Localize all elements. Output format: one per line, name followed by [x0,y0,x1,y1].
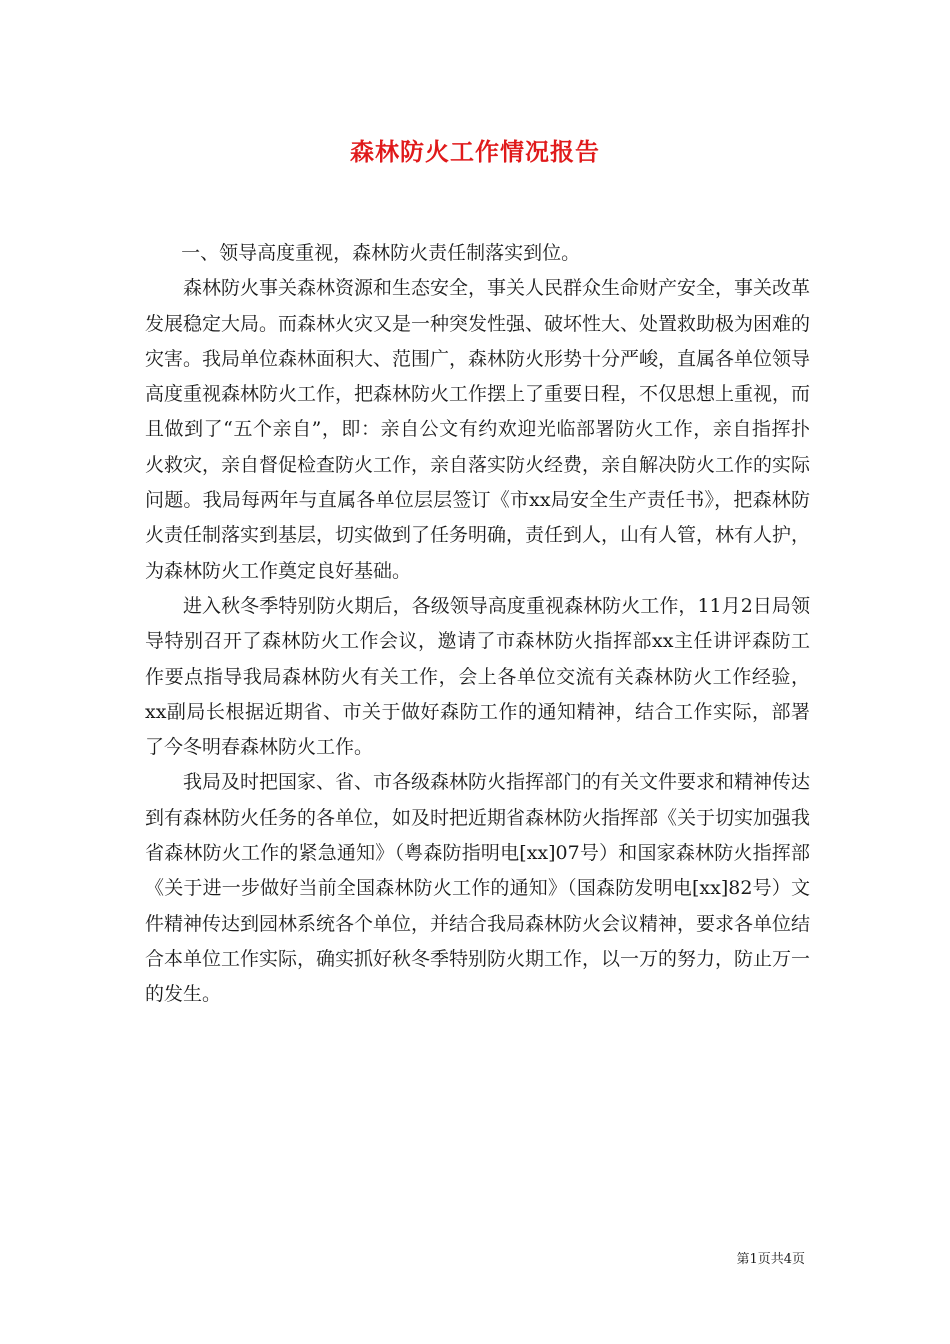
page-number-footer: 第1页共4页 [736,1252,805,1267]
page-title: 森林防火工作情况报告 [350,137,600,166]
paragraph-3: 我局及时把国家、省、市各级森林防火指挥部门的有关文件要求和精神传达到有森林防火任务的各单位，如及时把近期省森林防火指挥部《关于切实加强我省森林防火工作的紧急通知》（粤森防指明电[xx]07号）和国家森林防火指挥部《关于进一步做好当前全国森林防火工作的通知》（国森防发明电[xx]82号）文件精神传达到园林系统各个单位，并结合我局森林防火会议精神，要求各单位结合本单位工作实际，确实抓好秋冬季特别防火期工作，以一万的努力，防止万一的发生。 [145,771,811,1006]
paragraph-2: 进入秋冬季特别防火期后，各级领导高度重视森林防火工作，11月2日局领导特别召开了森林防火工作会议，邀请了市森林防火指挥部xx主任讲评森防工作要点指导我局森林防火有关工作，会上各单位交流有关森林防火工作经验，xx副局长根据近期省、市关于做好森防工作的通知精神，结合工作实际，部署了今冬明春森林防火工作。 [145,594,810,759]
paragraph-1: 森林防火事关森林资源和生态安全，事关人民群众生命财产安全，事关改革发展稳定大局。而森林火灾又是一种突发性强、破坏性大、处置救助极为困难的灾害。我局单位森林面积大、范围广，森林防火形势十分严峻，直属各单位领导高度重视森林防火工作，把森林防火工作摆上了重要日程，不仅思想上重视，而且做到了“五个亲自”，即：亲自公文有约欢迎光临部署防火工作，亲自指挥扑火救灾，亲自督促检查防火工作，亲自落实防火经费，亲自解决防火工作的实际问题。我局每两年与直属各单位层层签订《市xx局安全生产责任书》，把森林防火责任制落实到基层，切实做到了任务明确，责任到人，山有人管，林有人护，为森林防火工作奠定良好基础。 [145,277,811,582]
section-heading: 一、领导高度重视，森林防火责任制落实到位。 [181,242,581,264]
document-body [145,236,810,1013]
